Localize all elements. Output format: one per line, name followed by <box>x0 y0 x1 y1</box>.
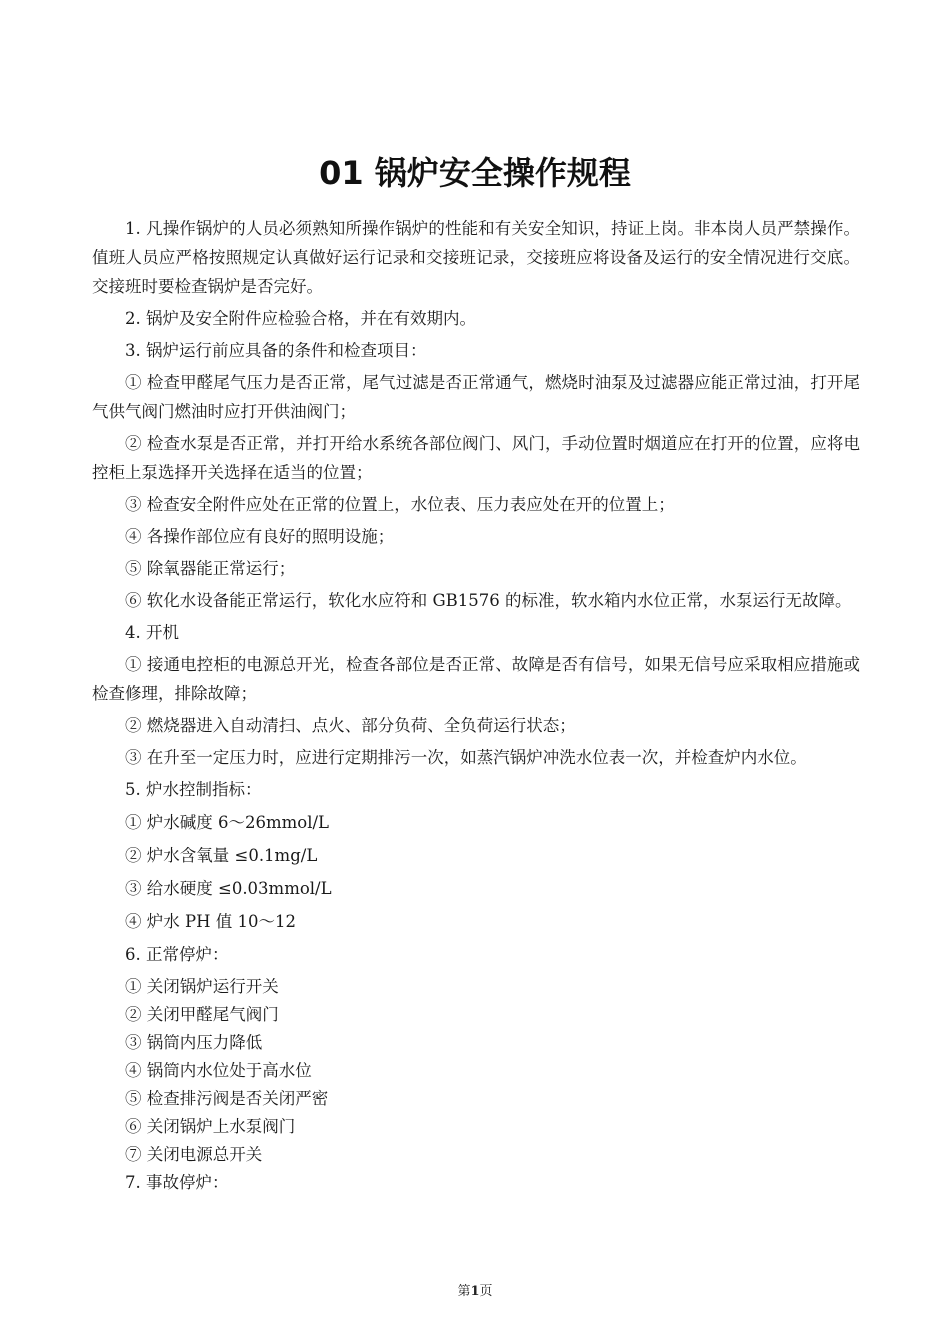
document-body <box>92 214 860 1197</box>
paragraph-2: 2. 锅炉及安全附件应检验合格，并在有效期内。 <box>125 309 476 328</box>
paragraph-5-item-3: ③ 给水硬度 ≤0.03mmol/L <box>125 879 332 898</box>
paragraph-6: 6. 正常停炉： <box>125 945 229 964</box>
paragraph-6-item-1: ① 关闭锅炉运行开关 <box>125 977 279 996</box>
paragraph-3-item-1: ① 检查甲醛尾气压力是否正常，尾气过滤是否正常通气，燃烧时油泵及过滤器应能正常过油，打开尾气供气阀门燃油时应打开供油阀门； <box>92 373 860 421</box>
paragraph-6-item-6: ⑥ 关闭锅炉上水泵阀门 <box>125 1117 296 1136</box>
page-footer <box>0 1280 950 1299</box>
paragraph-4-item-1: ① 接通电控柜的电源总开光，检查各部位是否正常、故障是否有信号，如果无信号应采取相应措施或检查修理，排除故障； <box>92 655 860 703</box>
paragraph-3-item-2: ② 检查水泵是否正常，并打开给水系统各部位阀门、风门，手动位置时烟道应在打开的位置，应将电控柜上泵选择开关选择在适当的位置； <box>92 434 860 482</box>
paragraph-5: 5. 炉水控制指标： <box>125 780 262 799</box>
paragraph-4: 4. 开机 <box>125 623 179 642</box>
paragraph-1: 1. 凡操作锅炉的人员必须熟知所操作锅炉的性能和有关安全知识，持证上岗。非本岗人员严禁操作。值班人员应严格按照规定认真做好运行记录和交接班记录，交接班应将设备及运行的安全情况进行交底。交接班时要检查锅炉是否完好。 <box>92 219 860 296</box>
paragraph-5-item-2: ② 炉水含氧量 ≤0.1mg/L <box>125 846 318 865</box>
paragraph-6-item-5: ⑤ 检查排污阀是否关闭严密 <box>125 1089 329 1108</box>
paragraph-6-item-2: ② 关闭甲醛尾气阀门 <box>125 1005 279 1024</box>
paragraph-6-item-4: ④ 锅筒内水位处于高水位 <box>125 1061 312 1080</box>
paragraph-6-item-7: ⑦ 关闭电源总开关 <box>125 1145 263 1164</box>
paragraph-4-item-3: ③ 在升至一定压力时，应进行定期排污一次，如蒸汽锅炉冲洗水位表一次，并检查炉内水位。 <box>125 748 807 767</box>
paragraph-3: 3. 锅炉运行前应具备的条件和检查项目： <box>125 341 427 360</box>
page-number: 1 <box>470 1284 480 1299</box>
paragraph-3-item-3: ③ 检查安全附件应处在正常的位置上，水位表、压力表应处在开的位置上； <box>125 495 675 514</box>
paragraph-3-item-4: ④ 各操作部位应有良好的照明设施； <box>125 527 395 546</box>
paragraph-7: 7. 事故停炉： <box>125 1173 229 1192</box>
document-title: 01 锅炉安全操作规程 <box>319 154 631 192</box>
page-footer-suffix: 页 <box>479 1284 493 1299</box>
paragraph-3-item-5: ⑤ 除氧器能正常运行； <box>125 559 296 578</box>
paragraph-6-item-3: ③ 锅筒内压力降低 <box>125 1033 263 1052</box>
page-footer-prefix: 第 <box>457 1284 471 1299</box>
paragraph-5-item-4: ④ 炉水 PH 值 10～12 <box>125 912 296 931</box>
paragraph-5-item-1: ① 炉水碱度 6～26mmol/L <box>125 813 330 832</box>
paragraph-4-item-2: ② 燃烧器进入自动清扫、点火、部分负荷、全负荷运行状态； <box>125 716 576 735</box>
paragraph-3-item-6: ⑥ 软化水设备能正常运行，软化水应符和 GB1576 的标准，软水箱内水位正常，水泵运行无故障。 <box>125 591 852 610</box>
